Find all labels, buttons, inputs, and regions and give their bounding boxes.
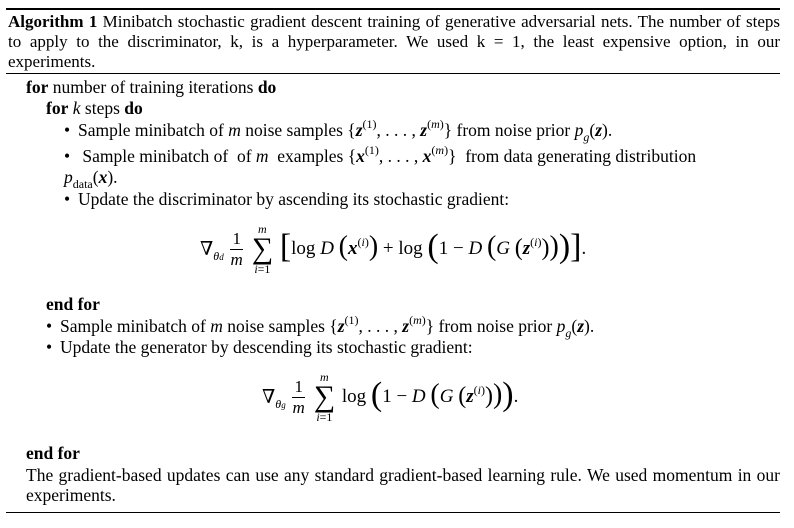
generator-gradient-equation: $\nabla_{\theta g}$ $\frac{1}{m}$ m ∑ i=1 log (1 − D (G $(z^{(i)})$)). <box>262 370 519 424</box>
noise-set-math: {$z^{(1)}$, . . . , $z^{(m)}$} <box>347 117 453 140</box>
algorithm-caption <box>8 12 780 72</box>
bullet-icon: • <box>64 120 71 140</box>
bottom-rule <box>6 512 780 513</box>
bullet-icon: • <box>64 146 71 166</box>
footer-note: The gradient-based updates can use any standard gradient-based learning rule. We used momentum in our experiments. <box>26 465 780 505</box>
example-set-math: {$x^{(1)}$, . . . , $x^{(m)}$} <box>347 143 457 166</box>
discriminator-step-1: • Sample minibatch of m noise samples {$z^{(1)}$, . . . , $z^{(m)}$} from noise prior $p_g(z)$. <box>64 117 613 144</box>
generator-step-2: • Update the generator by descending its stochastic gradient: <box>46 337 473 357</box>
generator-step-1: • Sample minibatch of m noise samples {$z^{(1)}$, . . . , $z^{(m)}$} from noise prior $p_g(z)$. <box>46 313 595 340</box>
bullet-icon: • <box>46 337 53 357</box>
noise-prior-math: $p_g(z)$. <box>574 120 613 144</box>
inner-for-line: for k steps do <box>46 98 143 118</box>
top-rule <box>6 8 780 10</box>
discriminator-step-2: • Sample minibatch of of m examples {$x^{(1)}$, . . . , $x^{(m)}$} from data generating distribution <box>64 143 697 166</box>
bullet-icon: • <box>46 316 53 336</box>
discriminator-step-3: • Update the discriminator by ascending its stochastic gradient: <box>64 189 510 209</box>
noise-prior-math: $p_g(z)$. <box>556 316 595 340</box>
discriminator-gradient-equation: $\nabla_{\theta d}$ $\frac{1}{m}$ m ∑ i=1 [log D $(x^{(i)}) + \log (1 - D$ (G $(z^{(i)})$))]. <box>200 222 587 276</box>
pdata-line: $p_{data}(x)$. <box>64 167 118 191</box>
noise-set-math: {$z^{(1)}$, . . . , $z^{(m)}$} <box>329 313 435 336</box>
caption-rule <box>6 73 780 74</box>
caption-text: Minibatch stochastic gradient descent training of generative adversarial nets. The number of steps to apply to the discriminator, k, is a hyperparameter. We used k = 1, the least expensive option, in our experiments. <box>8 12 781 71</box>
outer-for-line: for number of training iterations do <box>26 77 277 97</box>
end-inner-for: end for <box>46 294 100 314</box>
end-outer-for: end for <box>26 443 80 463</box>
bullet-icon: • <box>64 189 71 209</box>
algorithm-label: Algorithm 1 <box>8 12 98 31</box>
